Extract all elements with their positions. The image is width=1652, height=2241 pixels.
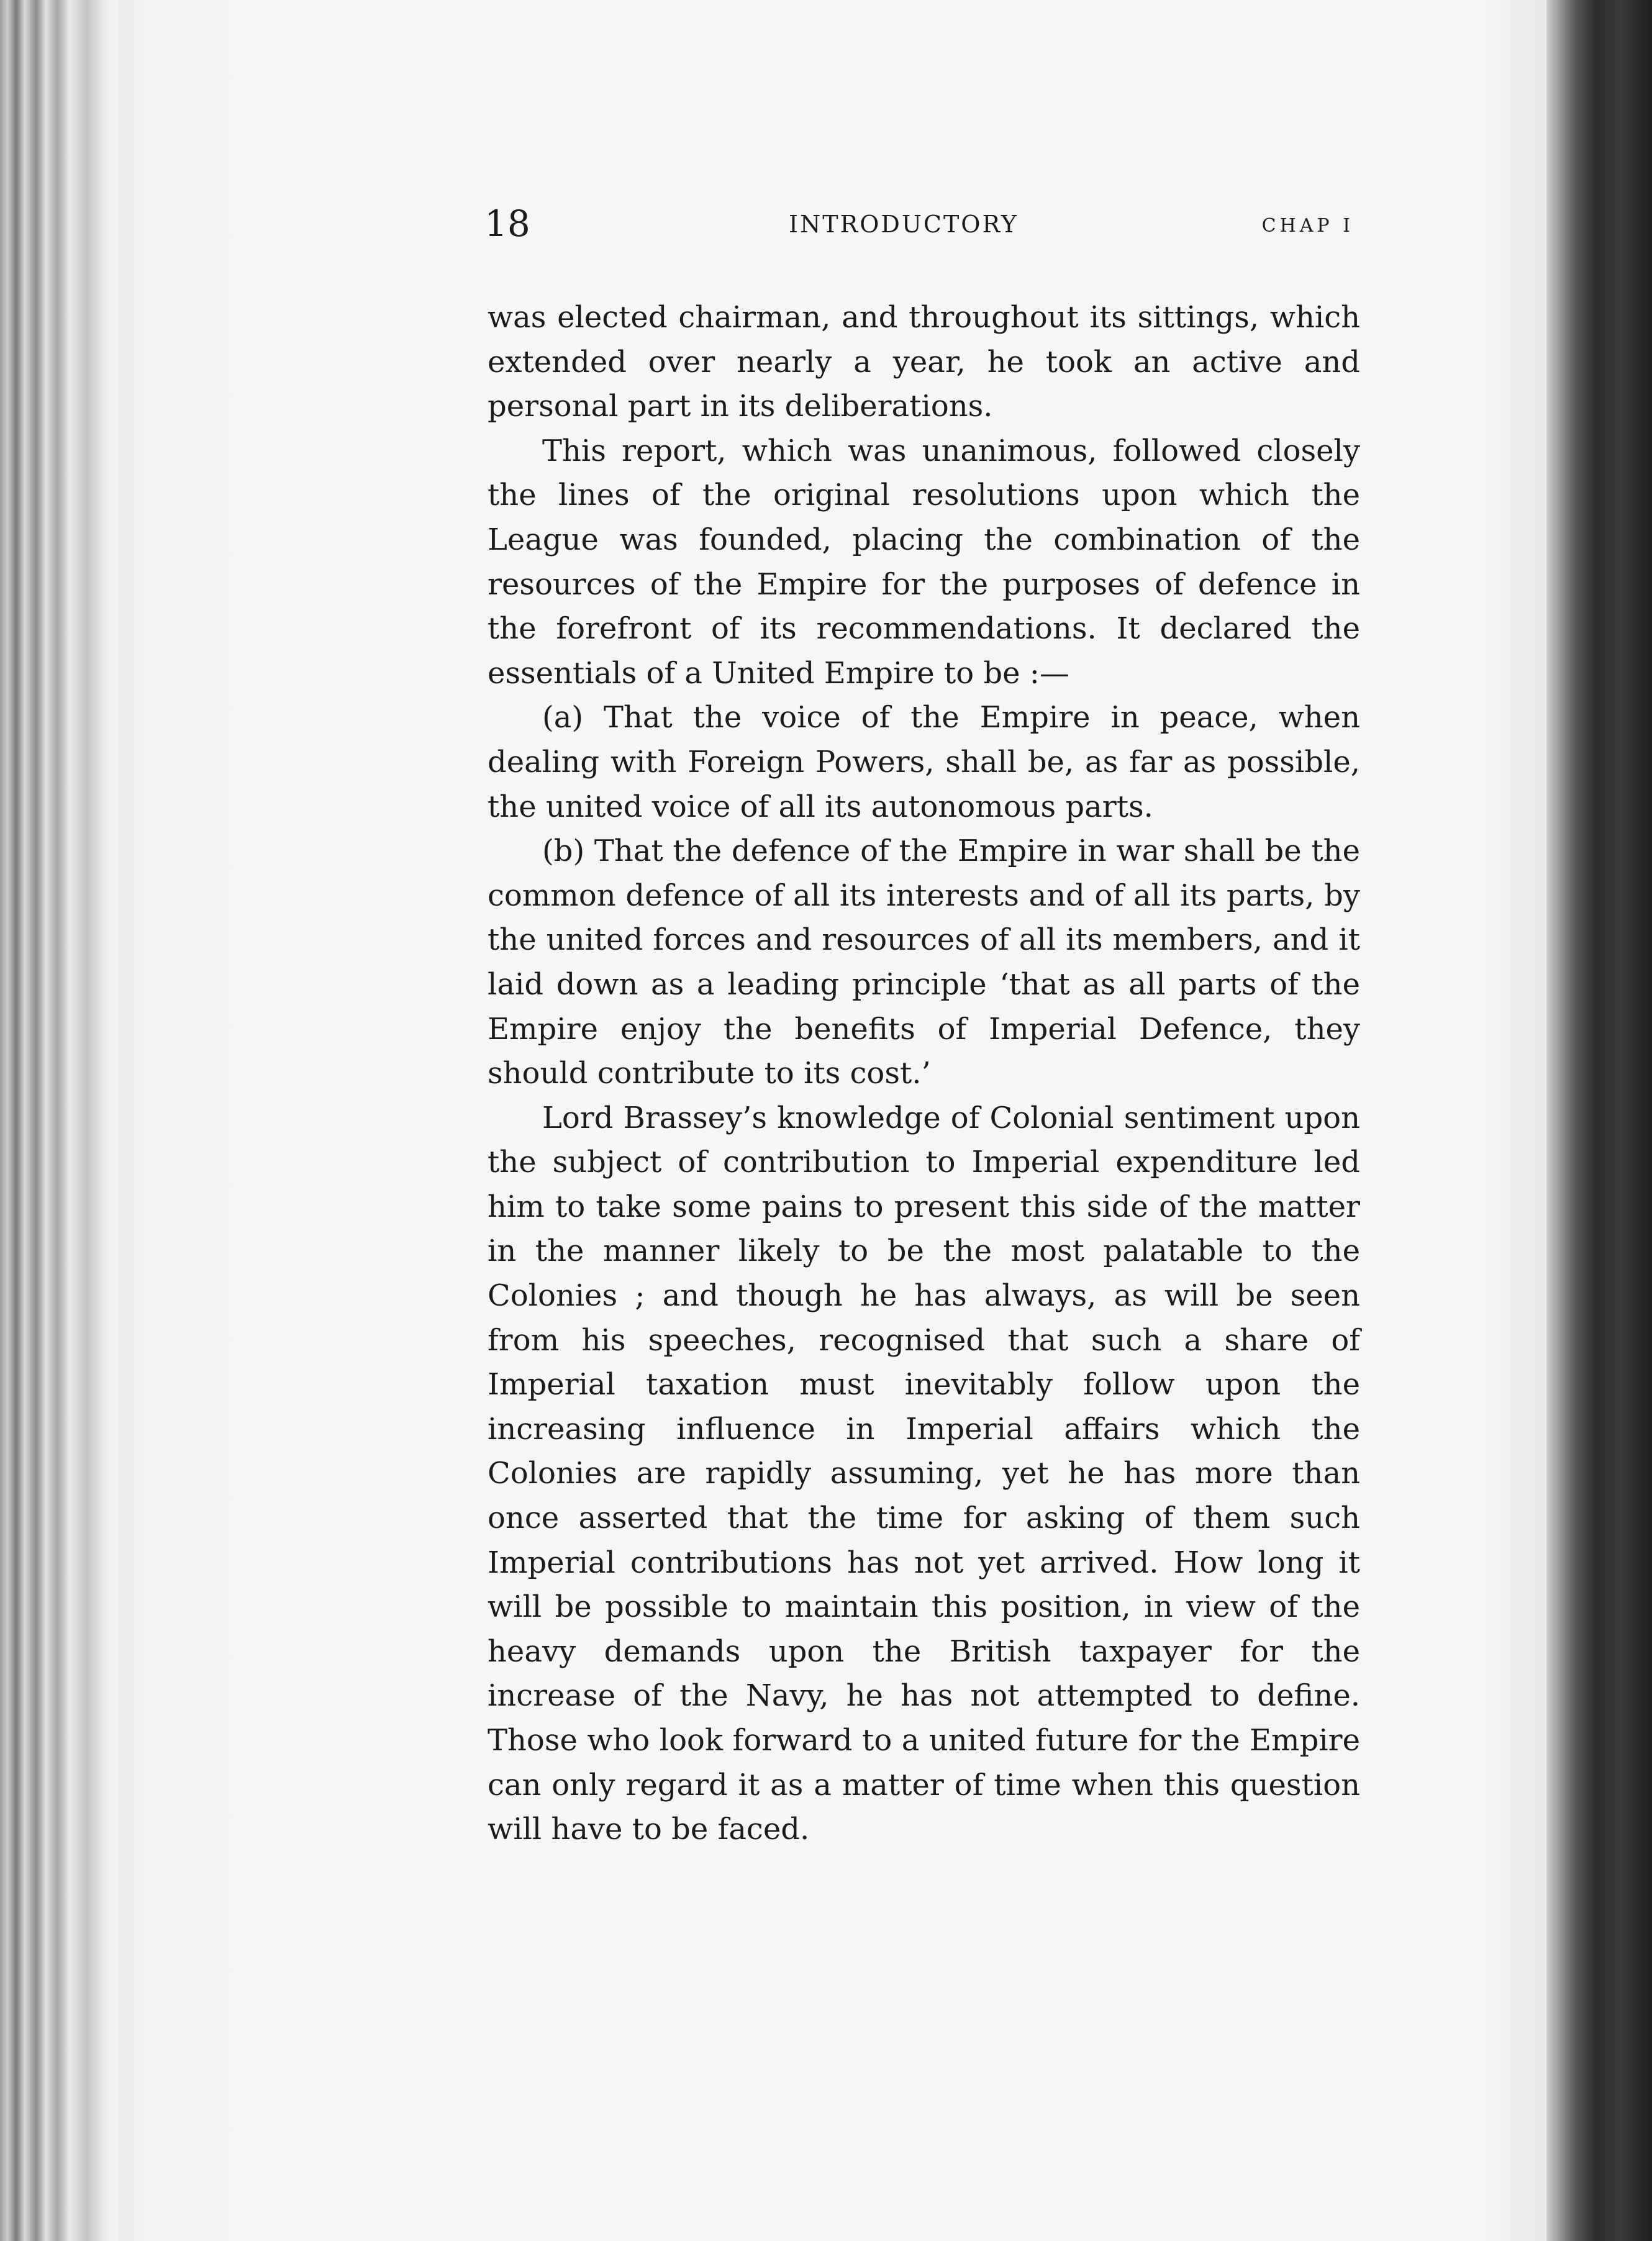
book-binding [0,0,118,2241]
body-text [488,296,1360,1852]
paragraph: (b) That the defence of the Empire in war shall be the common defence of all its interests and of all its parts, by the united forces and resources of all its members, and it laid down as a leading principle ‘that as all parts of the Empire enjoy the benefits of Imperial Defence, they should contribute to its cost.’ [488,834,1360,1091]
paragraph: (a) That the voice of the Empire in peace, when dealing with Foreign Powers, shall be, as far as possible, the united voice of all its autonomous parts. [488,700,1360,824]
paragraph: was elected chairman, and throughout its sittings, which extended over nearly a year, he took an active and personal part in its deliberations. [488,300,1360,424]
page-header [484,202,1366,245]
running-head: INTRODUCTORY [789,211,1019,238]
paragraph: Lord Brassey’s knowledge of Colonial sentiment upon the subject of contribution to Imperial expenditure led him to take some pains to present this side of the matter in the manner likely to be the most palatable to the Colonies ; and though he has always, as will be seen from his speeches, recognised that such a share of Imperial taxation must inevitably follow upon the increasing influence in Imperial affairs which the Colonies are rapidly assuming, yet he has more than once asserted that the time for asking of them such Imperial contributions has not yet arrived. How long it will be possible to maintain this position, in view of the heavy demands upon the British taxpayer for the increase of the Navy, he has not attempted to define. Those who look forward to a united future for the Empire can only regard it as a matter of time when this question will have to be faced. [488,1100,1360,1847]
paragraph: This report, which was unanimous, followed closely the lines of the original resolutions upon which the League was founded, placing the combination of the resources of the Empire for the purposes of defence in the forefront of its recommendations. It declared the essentials of a United Empire to be :— [488,433,1360,691]
scan-edge [1546,0,1652,2241]
chapter-mark: CHAP I [1261,215,1354,237]
page-number: 18 [484,202,530,245]
